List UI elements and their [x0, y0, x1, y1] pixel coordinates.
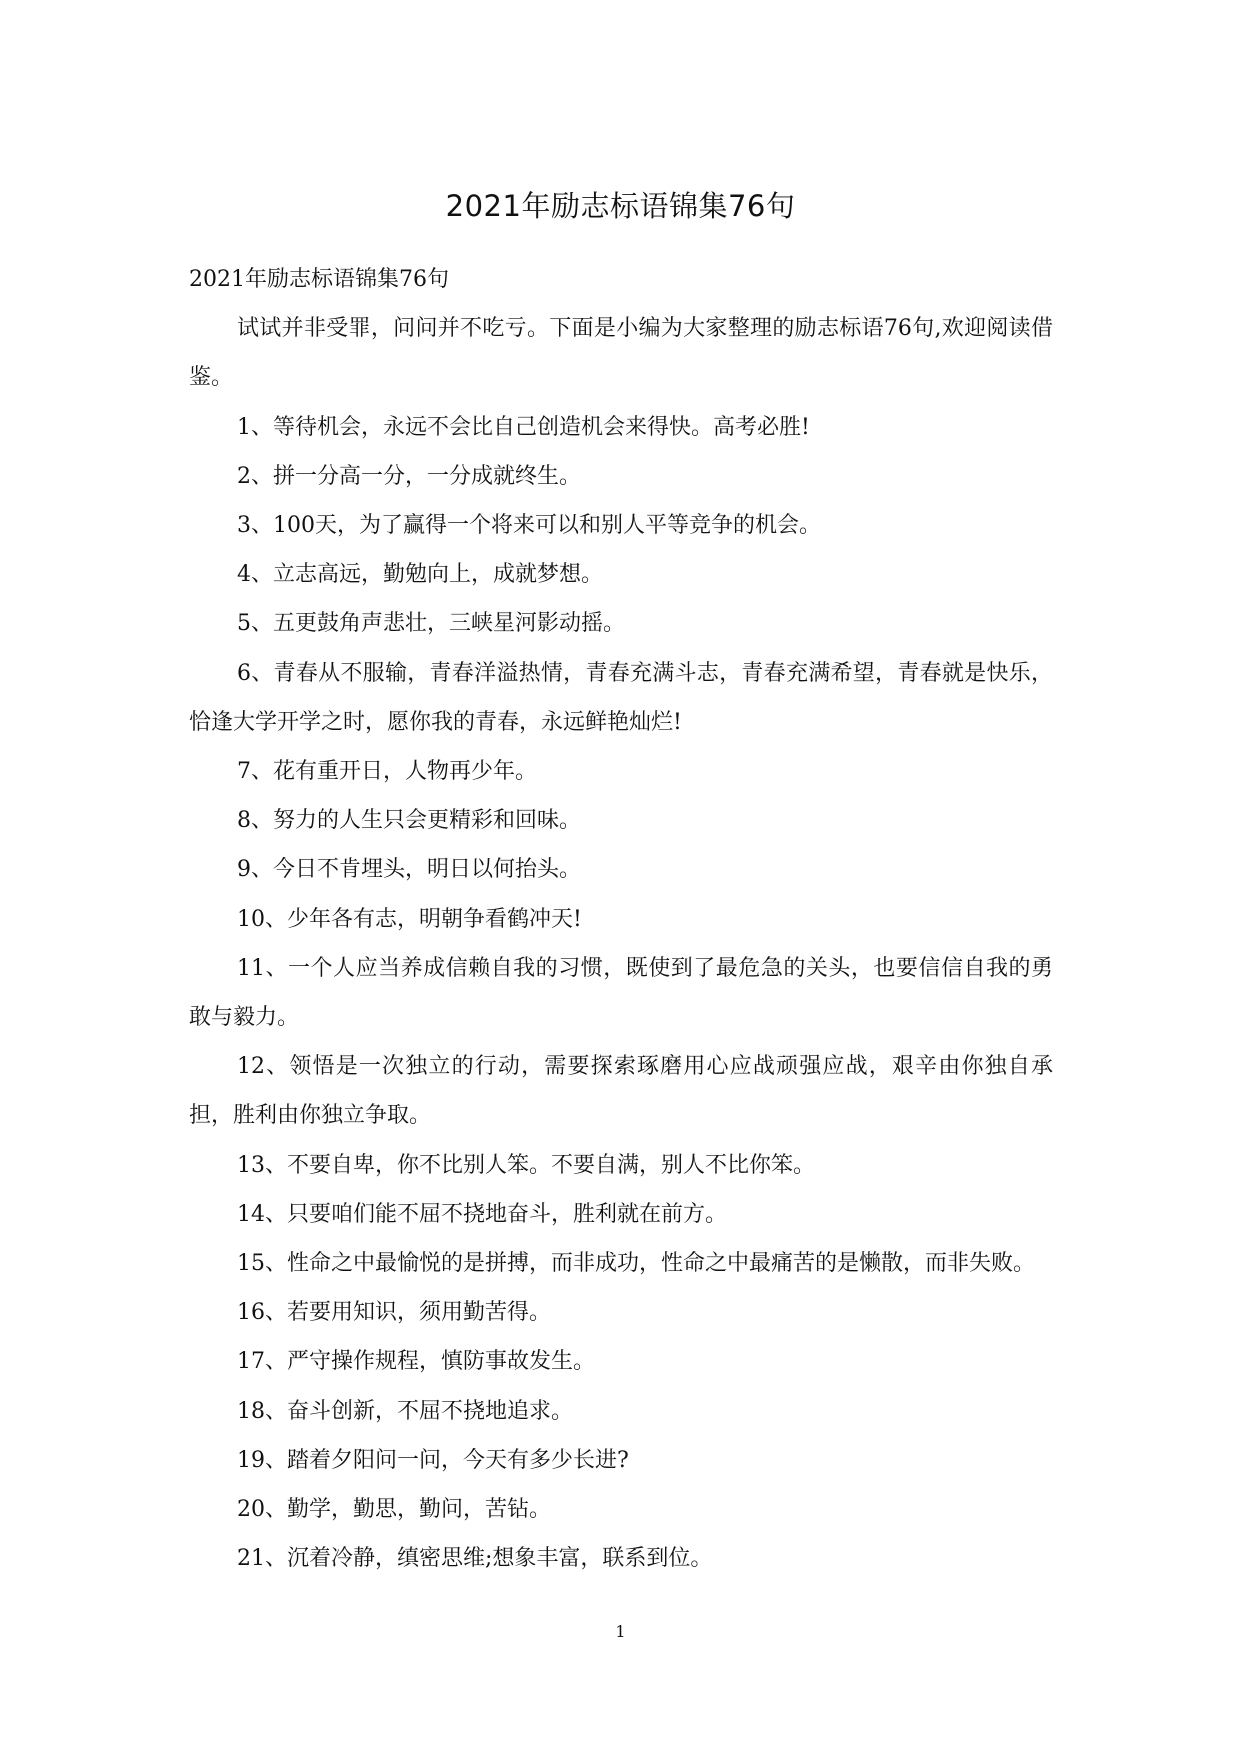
- paragraph: 14、只要咱们能不屈不挠地奋斗，胜利就在前方。: [237, 1201, 727, 1227]
- paragraph: 7、花有重开日，人物再少年。: [237, 759, 537, 785]
- paragraph: 6、青春从不服输，青春洋溢热情，青春充满斗志，青春充满希望，青春就是快乐，恰逢大学开学之时，愿你我的青春，永远鲜艳灿烂!: [189, 660, 1053, 735]
- paragraph: 16、若要用知识，须用勤苦得。: [237, 1300, 551, 1326]
- paragraph: 试试并非受罪，问问并不吃亏。下面是小编为大家整理的励志标语76句,欢迎阅读借鉴。: [189, 316, 1053, 391]
- document-title: 2021年励志标语锦集76句: [445, 189, 796, 223]
- document-body: [189, 255, 1053, 1583]
- paragraph: 10、少年各有志，明朝争看鹤冲天!: [237, 906, 582, 932]
- paragraph: 1、等待机会，永远不会比自己创造机会来得快。高考必胜!: [237, 414, 810, 440]
- paragraph: 19、踏着夕阳问一问，今天有多少长进?: [237, 1447, 629, 1473]
- paragraph: 2、拼一分高一分，一分成就终生。: [237, 463, 581, 489]
- paragraph: 8、努力的人生只会更精彩和回味。: [237, 808, 581, 834]
- paragraph: 18、奋斗创新，不屈不挠地追求。: [237, 1398, 573, 1424]
- paragraph: 5、五更鼓角声悲壮，三峡星河影动摇。: [237, 611, 625, 637]
- paragraph: 21、沉着冷静，缜密思维;想象丰富，联系到位。: [237, 1546, 713, 1572]
- paragraph: 13、不要自卑，你不比别人笨。不要自满，别人不比你笨。: [237, 1152, 815, 1178]
- paragraph: 3、100天，为了赢得一个将来可以和别人平等竞争的机会。: [237, 513, 821, 539]
- paragraph: 15、性命之中最愉悦的是拼搏，而非成功，性命之中最痛苦的是懒散，而非失败。: [237, 1251, 1035, 1277]
- paragraph: 17、严守操作规程，慎防事故发生。: [237, 1349, 595, 1375]
- page-number: 1: [615, 1622, 626, 1641]
- paragraph: 2021年励志标语锦集76句: [189, 267, 449, 292]
- paragraph: 12、领悟是一次独立的行动，需要探索琢磨用心应战顽强应战，艰辛由你独自承担，胜利由你独立争取。: [189, 1054, 1053, 1129]
- paragraph: 20、勤学，勤思，勤问，苦钻。: [237, 1497, 551, 1523]
- paragraph: 11、一个人应当养成信赖自我的习惯，既使到了最危急的关头，也要信信自我的勇敢与毅力。: [189, 955, 1053, 1031]
- paragraph: 4、立志高远，勤勉向上，成就梦想。: [237, 562, 603, 588]
- paragraph: 9、今日不肯埋头，明日以何抬头。: [237, 857, 581, 883]
